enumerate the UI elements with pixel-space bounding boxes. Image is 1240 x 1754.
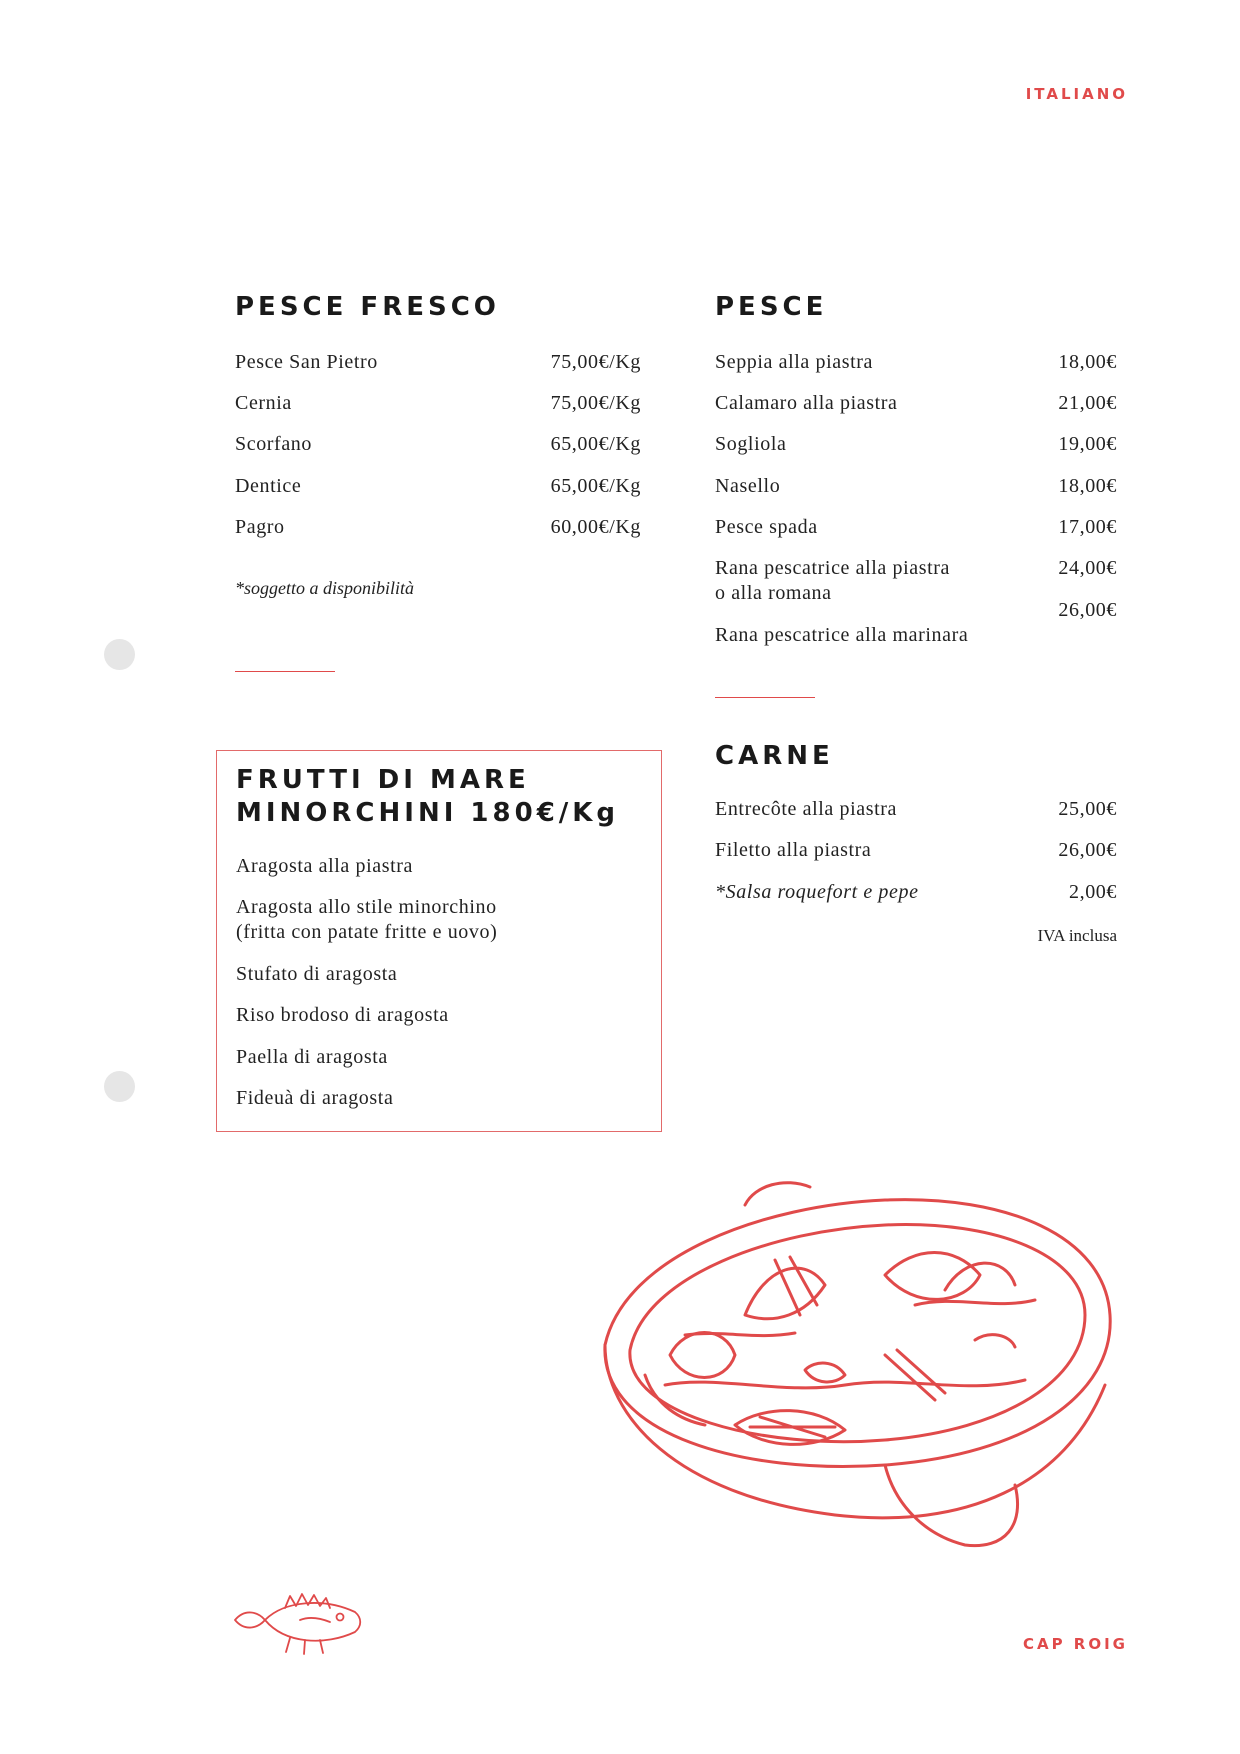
item-price: 65,00€/Kg: [550, 475, 641, 497]
menu-item: [715, 432, 1117, 457]
menu-item: [715, 797, 1117, 822]
menu-item: [715, 838, 1117, 863]
item-name: *Salsa roquefort e pepe: [715, 881, 919, 903]
cassola-dish-illustration: [585, 1165, 1125, 1565]
menu-item-description: (fritta con patate fritte e uovo): [236, 921, 498, 943]
item-price: 65,00€/Kg: [550, 433, 641, 455]
binder-hole: [104, 1071, 135, 1102]
menu-item: Fideuà di aragosta: [236, 1087, 394, 1109]
section-title-carne: CARNE: [715, 741, 834, 771]
menu-item-price-alt: [715, 598, 1117, 623]
item-price: 19,00€: [1058, 433, 1117, 455]
menu-item: [235, 432, 641, 457]
item-name: Filetto alla piastra: [715, 839, 872, 861]
brand-footer: CAP ROIG: [1022, 1635, 1128, 1653]
item-price: 25,00€: [1058, 798, 1117, 820]
menu-item: [715, 556, 1117, 581]
menu-item: [235, 350, 641, 375]
item-name: Scorfano: [235, 433, 312, 455]
section-title-pesce-fresco: PESCE FRESCO: [235, 292, 500, 322]
menu-item: Riso brodoso di aragosta: [236, 1004, 449, 1026]
section-title-frutti-di-mare: [236, 764, 636, 830]
menu-item: Stufato di aragosta: [236, 963, 398, 985]
section-title-pesce: PESCE: [715, 292, 828, 322]
section-divider: [235, 671, 335, 672]
item-name: Seppia alla piastra: [715, 351, 874, 373]
item-price: 18,00€: [1058, 475, 1117, 497]
item-name: Pesce spada: [715, 516, 818, 538]
item-price: 21,00€: [1058, 392, 1117, 414]
item-name: Entrecôte alla piastra: [715, 798, 897, 820]
fish-icon: [230, 1590, 370, 1660]
item-name: Cernia: [235, 392, 292, 414]
menu-item: [715, 623, 1117, 648]
item-price: 24,00€: [1058, 557, 1117, 579]
item-price: 75,00€/Kg: [550, 351, 641, 373]
item-name: Dentice: [235, 475, 302, 497]
menu-item: [715, 880, 1117, 905]
item-name: Pagro: [235, 516, 285, 538]
section-divider: [715, 697, 815, 698]
menu-item: [235, 515, 641, 540]
menu-item: [715, 391, 1117, 416]
item-price: 75,00€/Kg: [550, 392, 641, 414]
item-name: Calamaro alla piastra: [715, 392, 898, 414]
language-label: ITALIANO: [1025, 85, 1128, 103]
menu-item: [715, 350, 1117, 375]
item-price: 18,00€: [1058, 351, 1117, 373]
menu-item: [235, 474, 641, 499]
menu-item: [715, 474, 1117, 499]
item-name: Pesce San Pietro: [235, 351, 378, 373]
item-price: 26,00€: [1058, 839, 1117, 861]
vat-note: IVA inclusa: [1037, 926, 1117, 945]
item-price: 26,00€: [1058, 599, 1117, 621]
menu-item: [715, 515, 1117, 540]
menu-item: Aragosta allo stile minorchino: [236, 896, 497, 918]
item-name: Nasello: [715, 475, 781, 497]
availability-note: *soggetto a disponibilità: [235, 578, 415, 598]
item-price: 60,00€/Kg: [550, 516, 641, 538]
item-name: Rana pescatrice alla marinara: [715, 624, 969, 646]
title-line-2: MINORCHINI 180€/Kg: [236, 798, 620, 828]
binder-hole: [104, 639, 135, 670]
item-price: 2,00€: [1069, 881, 1117, 903]
item-name: Sogliola: [715, 433, 787, 455]
menu-item: Paella di aragosta: [236, 1046, 388, 1068]
title-line-1: FRUTTI DI MARE: [236, 765, 530, 795]
item-price: 17,00€: [1058, 516, 1117, 538]
item-name: Rana pescatrice alla piastra: [715, 557, 951, 579]
menu-item: Aragosta alla piastra: [236, 855, 413, 877]
menu-item: [235, 391, 641, 416]
item-name: o alla romana: [715, 582, 832, 604]
